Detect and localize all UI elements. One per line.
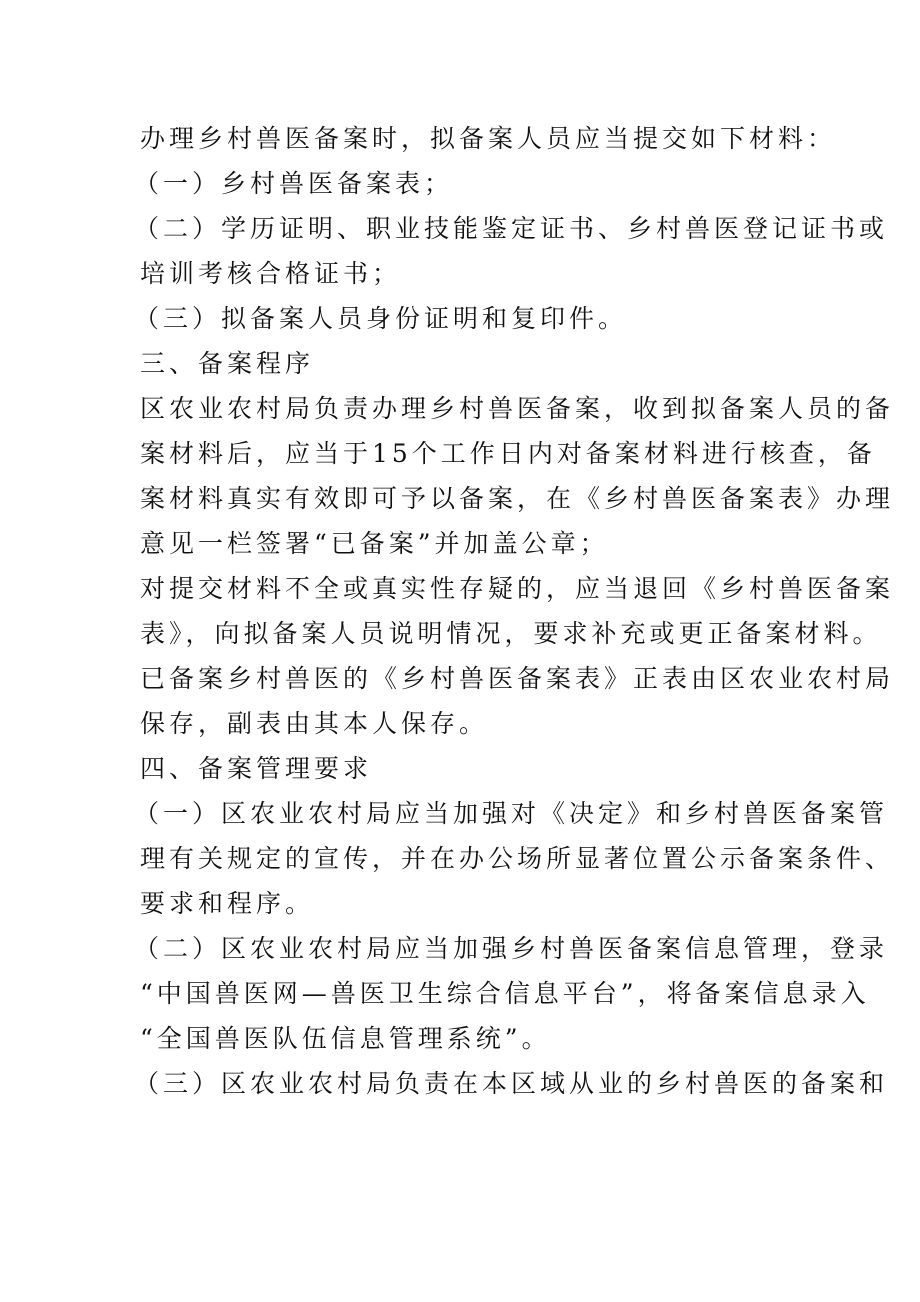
paragraph-line: 区农业农村局负责办理乡村兽医备案，收到拟备案人员的备 [140, 394, 895, 423]
paragraph-line: “中国兽医网—兽医卫生综合信息平台”，将备案信息录入 [140, 979, 870, 1008]
list-item-line: （二）区农业农村局应当加强乡村兽医备案信息管理，登录 [134, 934, 889, 963]
list-item-line: （二）学历证明、职业技能鉴定证书、乡村兽医登记证书或 [134, 214, 889, 243]
paragraph-line: 表》，向拟备案人员说明情况，要求补充或更正备案材料。 [140, 619, 882, 648]
paragraph-line: 保存，副表由其本人保存。 [140, 709, 489, 738]
list-item-line: （一）区农业农村局应当加强对《决定》和乡村兽医备案管 [134, 799, 889, 828]
section-heading: 四、备案管理要求 [140, 754, 373, 783]
paragraph-line: “全国兽医队伍信息管理系统”。 [140, 1024, 551, 1053]
paragraph-line: 对提交材料不全或真实性存疑的，应当退回《乡村兽医备案 [140, 574, 895, 603]
list-item-line: （一）乡村兽医备案表； [134, 169, 454, 198]
document-body [134, 116, 895, 1106]
section-heading: 三、备案程序 [140, 349, 315, 378]
paragraph-line: 理有关规定的宣传，并在办公场所显著位置公示备案条件、 [140, 844, 895, 873]
list-item-line: （三）区农业农村局负责在本区域从业的乡村兽医的备案和 [134, 1069, 889, 1098]
list-item-line: （三）拟备案人员身份证明和复印件。 [134, 304, 628, 333]
paragraph-line: 办理乡村兽医备案时，拟备案人员应当提交如下材料： [140, 124, 837, 153]
paragraph-line: 案材料真实有效即可予以备案，在《乡村兽医备案表》办理 [140, 484, 895, 513]
paragraph-line: 意见一栏签署“已备案”并加盖公章； [140, 529, 609, 558]
paragraph-line: 培训考核合格证书； [140, 259, 402, 288]
paragraph-line: 要求和程序。 [140, 889, 315, 918]
paragraph-line: 已备案乡村兽医的《乡村兽医备案表》正表由区农业农村局 [140, 664, 895, 693]
paragraph-line: 案材料后，应当于15个工作日内对备案材料进行核查，备 [140, 439, 876, 468]
